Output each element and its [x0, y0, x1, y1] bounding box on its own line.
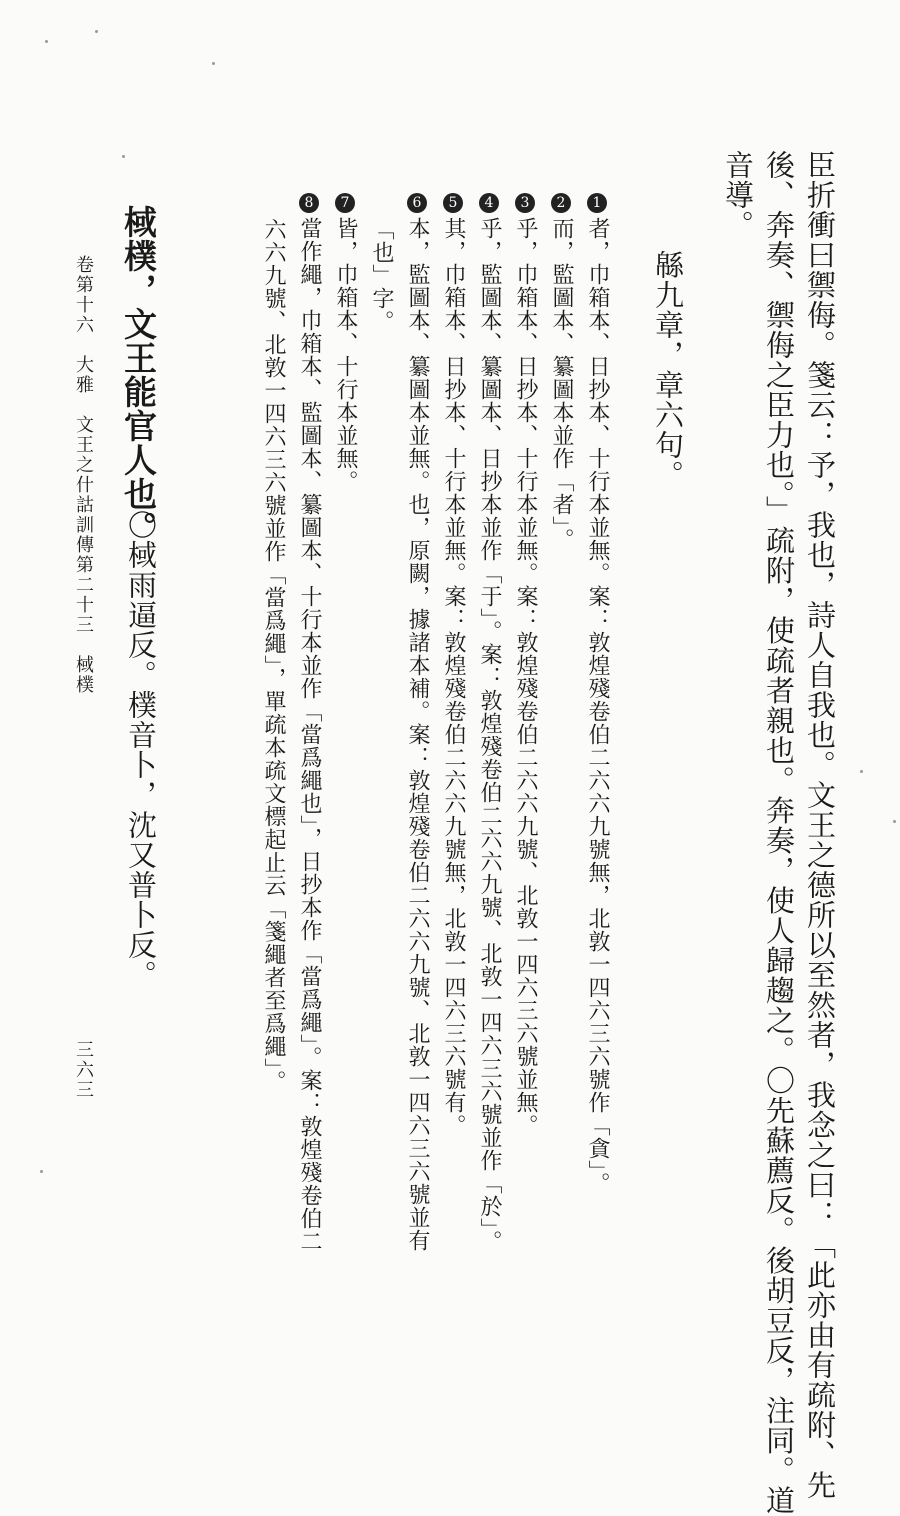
collation-note-8	[298, 193, 320, 1253]
note-number-badge: 8	[301, 194, 317, 212]
note-text: 乎，監圖本、纂圖本、日抄本並作「于」。案：敦煌殘卷伯二六六九號、北敦一四六三六號並作「於」。	[477, 217, 502, 1253]
note-number-badge: 1	[589, 194, 605, 212]
poem-heading: 棫樸，文王能官人也。	[119, 205, 158, 545]
collation-note-6	[406, 193, 428, 1252]
scan-speck	[122, 155, 125, 158]
note-text: 當作繩，巾箱本、監圖本、纂圖本、十行本並作「當爲繩也」，日抄本作「當爲繩」。案：敦煌殘卷伯二	[297, 217, 322, 1253]
commentary-column-1: 臣折衝曰禦侮。箋云：予，我也，詩人自我也。文王之德所以至然者，我念之曰：「此亦由有疏附、先	[803, 150, 837, 1500]
note-text: 而，監圖本、纂圖本並作「者」。	[549, 217, 574, 551]
collation-note-8-cont	[262, 218, 284, 1093]
note-text: 「也」字。	[369, 218, 394, 333]
collation-note-1	[586, 193, 608, 1195]
collation-note-7	[334, 193, 356, 493]
commentary-column-3: 音導。	[721, 150, 755, 240]
scan-speck	[212, 62, 215, 65]
note-number-badge: 5	[445, 194, 461, 212]
scan-speck	[45, 40, 48, 43]
note-text: 皆，巾箱本、十行本並無。	[333, 217, 358, 493]
note-number-badge: 6	[409, 194, 425, 212]
collation-note-2	[550, 193, 572, 551]
note-text: 其，巾箱本、日抄本、十行本並無。案：敦煌殘卷伯二六六九號無，北敦一四六三六號有。	[441, 217, 466, 1137]
note-number-badge: 4	[481, 194, 497, 212]
running-header: 卷第十六 大雅 文王之什詁訓傳第二十三 棫樸	[73, 255, 94, 695]
note-text: 六六九號、北敦一四六三六號並作「當爲繩」，單疏本疏文標起止云「箋繩者至爲繩」。	[261, 218, 286, 1093]
scan-speck	[40, 1170, 43, 1173]
scan-speck	[860, 770, 863, 773]
commentary-column-2: 後、奔奏、禦侮之臣力也。」疏附，使疏者親也。奔奏，使人歸趨之。〇先蘇薦反。後胡豆反，注同。道	[762, 150, 796, 1516]
note-text: 乎，巾箱本、日抄本、十行本並無。案：敦煌殘卷伯二六六九號、北敦一四六三六號並無。	[513, 217, 538, 1137]
note-number-badge: 2	[553, 194, 569, 212]
note-number-badge: 3	[517, 194, 533, 212]
page-number: 三六三	[73, 1040, 94, 1100]
poem-gloss: 〇棫雨逼反。樸音卜，沈又普卜反。	[124, 510, 158, 990]
scan-speck	[95, 30, 98, 33]
collation-note-4	[478, 193, 500, 1253]
scan-speck	[893, 820, 896, 823]
note-number-badge: 7	[337, 194, 353, 212]
note-text: 者，巾箱本、日抄本、十行本並無。案：敦煌殘卷伯二六六九號無，北敦一四六三六號作「貪」。	[585, 217, 610, 1195]
collation-note-3	[514, 193, 536, 1137]
note-text: 本，監圖本、纂圖本並無。也，原闕，據諸本補。案：敦煌殘卷伯二六六九號、北敦一四六三六號並有	[405, 217, 430, 1252]
collation-note-5	[442, 193, 464, 1137]
collation-note-6-cont	[370, 218, 392, 333]
chapter-summary: 緜九章，章六句。	[651, 250, 685, 490]
